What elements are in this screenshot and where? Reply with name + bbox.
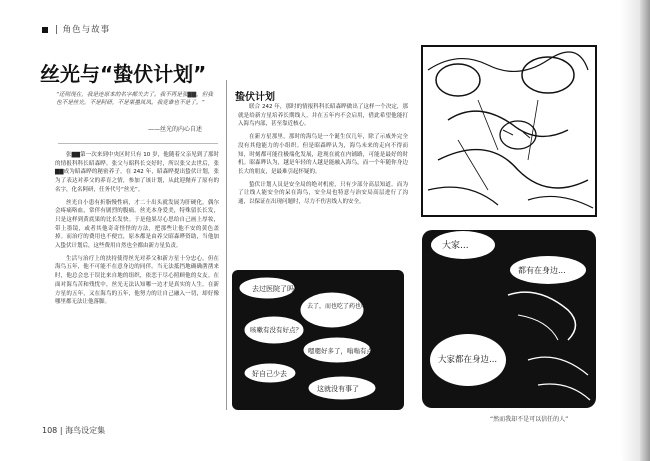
- speech-bubble-text: 嗯嗯好多了，嗡嗡有点心: [308, 347, 380, 355]
- speech-bubble-text: 去了，而也吃了药也吃了: [307, 303, 374, 310]
- left-column-text: [55, 151, 219, 311]
- sketch-bubble-text: 大家...: [442, 241, 469, 251]
- quote-attribution: ——丝光的内心自述: [148, 126, 203, 133]
- opening-quote: “还则现在，我是连原本的名字都失去了。我不再是张▇▇，但我也不是丝光，不是阿研，不是果墨凤凤。我竟谁也不是了。”: [56, 92, 213, 107]
- paragraph: 蛰伏计划人员是安全局的绝对机密，只有少部分高层知道。而为了让线人能安全的呆在海鸟，安全局也特意与治安局高层进行了沟通，以保证在出现问题时，尽力不伤害线人的安全。: [238, 181, 408, 206]
- book-title: | 海鸟设定集: [59, 426, 106, 435]
- sketch-illustration: [418, 40, 600, 415]
- illustration-caption: “然而我却不是可以信任的人”: [490, 416, 569, 423]
- header-marker: [42, 27, 48, 33]
- paragraph: 联合 242 年，那时的情报科科长昭森晔做出了这样一个决定，那就是给新方星培养长期线人，并在五年内不会启用，借此希望他能打入海鸟内部，甚至靠近核心。: [238, 104, 408, 128]
- paragraph: 生活与治疗上的扶持使得丝光对养父和新方星十分忠心，但在海鸟五年，他不可能不在意身边的同伴。当无法抵挡地确确凿凿来时，他总会忠于误比来自地的组织，依恋于尽心照顾他的女友。在面对海鸟苦和残忧中，丝光无法认知哪一边才是真实的人生。在新方星的五年，又在海鸟的五年，他努力的让自己融入一切，却好像哪里都无法让他落脚。: [55, 255, 219, 306]
- paragraph: 张▇▇第一次来到中央区时只有 10 岁，他随着父亲见到了那时的情报科科长昭森晔。张父与昭科长交好时，所以张父去世后，张▇▇成为昭森晔的秘密养子。在 242 年，昭森晔提出蛰伏计划，张为了表达对养父的养育之情，参加了该计划，从此迎抛弃了原有的名字，化名阿研，任务代号“丝光”。: [55, 152, 219, 193]
- speech-bubble-text: 咳嗽有没有好点？: [250, 326, 302, 334]
- speech-bubble-text: 这就没有事了: [317, 385, 359, 393]
- right-column-text: [238, 103, 408, 211]
- page-title: 丝光与“蛰伏计划”: [40, 62, 207, 86]
- paragraph: 在新方星那里，那时的海鸟是一个诞生仅几年，除了示威外完全没有其他能力的小组织。但是昭森晔认为，海鸟未来的走向不得而知，时刻都可能往极端化发展，趁现在就在内铺路，可能是最好的时机。昭森晔认为，越是年轻的人越是能融入海鸟，而一个年随你身边长大的朋友，是最难引起怀疑的。: [238, 134, 408, 175]
- paragraph: 丝光自小患有折脂慢性病，才二十出头就发展为肝硬化。偶尔会疼痛咯血，常伴有剧烈的腹痛。丝光本身爱美，特殊留长长发，只是这样到黄底果的比长发快。于是他果尽心思给自己画上厚妆，带上墨镜，或者其他奇奇怪怪的方法，把那些让他不安的黄色盖掉。而治疗的费用也不便宜，原本都是由养父昭森晔资助，当他加入蛰伏计划后，这些费用自然也全都由新方星负责。: [55, 199, 219, 250]
- speech-bubble-text: 去过医院了吗？: [252, 285, 301, 293]
- speech-bubble-text: 好自己少去: [252, 370, 287, 378]
- page-number: 108: [42, 426, 58, 435]
- page-edge: [640, 0, 650, 461]
- page-folio: [42, 425, 105, 436]
- sketch-bubble-text: 大家都在身边...: [438, 355, 498, 365]
- column-rule: [226, 80, 227, 410]
- page-gutter-shadow: [620, 0, 642, 461]
- quote-divider: [58, 143, 218, 144]
- section-header: | 角色与故事: [55, 25, 111, 35]
- sketch-bubble-text: 都有在身边...: [518, 266, 566, 275]
- comic-panel-dialogue: [232, 270, 404, 410]
- section-subtitle: 蛰伏计划: [235, 92, 275, 103]
